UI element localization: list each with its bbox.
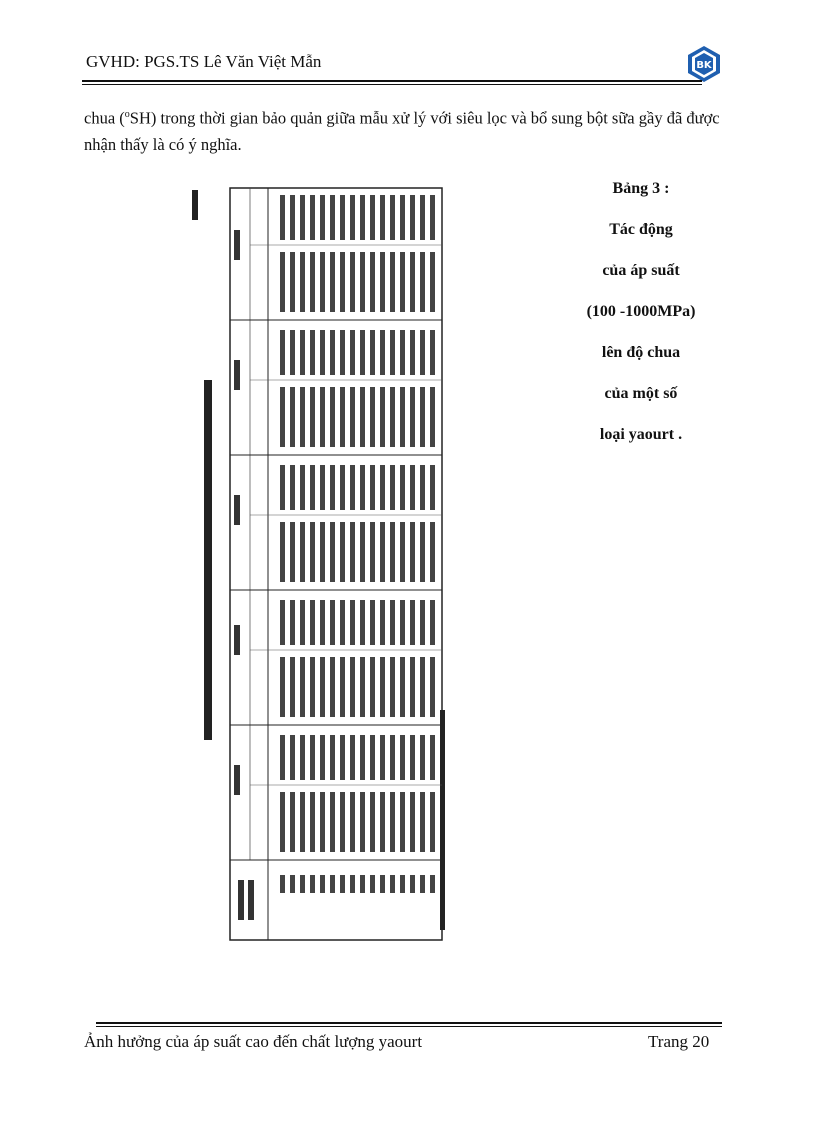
logo-text: BK: [696, 60, 712, 71]
page-header: [82, 52, 722, 82]
header-divider: [82, 80, 722, 85]
caption-line: của một số: [604, 385, 678, 402]
footer-title: Ảnh hưởng của áp suất cao đến chất lượng yaourt: [84, 1032, 423, 1051]
page-number: Trang 20: [648, 1032, 710, 1051]
university-logo: [684, 44, 724, 84]
body-paragraph: chua ($^o$SH) trong thời gian bảo quản giữa mẫu xử lý với siêu lọc và bổ sung bột sữa gầy đã được nhận thấy là có ý nghĩa.: [84, 108, 720, 154]
caption-line: lên độ chua: [601, 344, 681, 361]
caption-line: (100 -1000MPa): [586, 303, 696, 320]
header-title: GVHD: PGS.TS Lê Văn Việt Mẫn: [86, 52, 322, 71]
table-caption: [566, 168, 716, 455]
footer-divider: [94, 1022, 722, 1028]
caption-line: Tác động: [609, 221, 673, 238]
caption-line: Bảng 3 :: [612, 180, 670, 197]
caption-line: loại yaourt .: [599, 426, 683, 443]
rotated-table-image: [190, 180, 462, 948]
caption-line: của áp suất: [602, 262, 680, 279]
